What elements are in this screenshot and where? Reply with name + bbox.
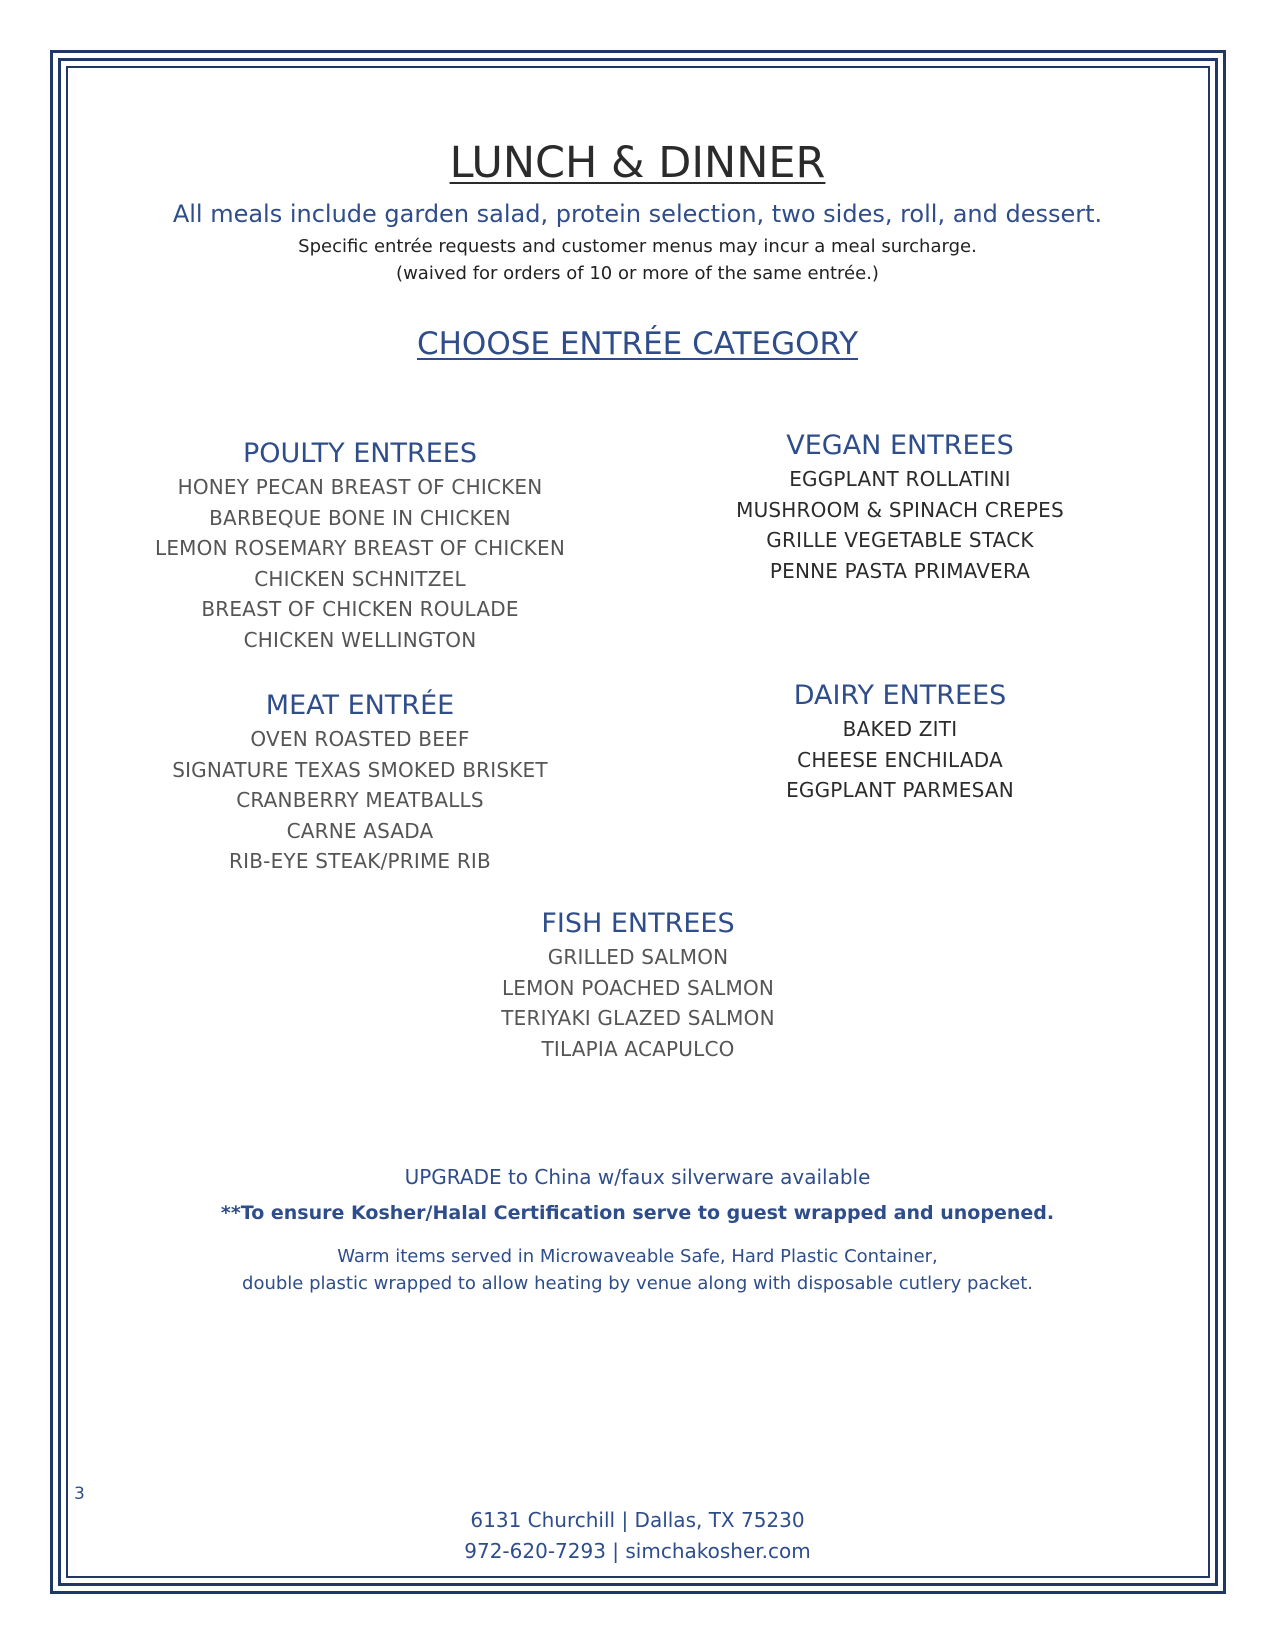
- menu-item: LEMON POACHED SALMON: [501, 975, 775, 1000]
- menu-item: CHICKEN SCHNITZEL: [254, 566, 466, 591]
- menu-item: CHEESE ENCHILADA: [797, 747, 1003, 772]
- poultry-items: [120, 472, 600, 655]
- menu-item: BAKED ZITI: [842, 717, 958, 741]
- menu-item: SIGNATURE TEXAS SMOKED BRISKET: [172, 757, 548, 782]
- choose-category-heading: CHOOSE ENTRÉE CATEGORY: [416, 326, 859, 362]
- menu-item: PENNE PASTA PRIMAVERA: [769, 558, 1031, 583]
- menu-item: OVEN ROASTED BEEF: [250, 727, 470, 751]
- meat-category-title: MEAT ENTRÉE: [265, 690, 455, 721]
- menu-item: BREAST OF CHICKEN ROULADE: [201, 597, 519, 621]
- meat-category: [120, 688, 600, 877]
- kosher-certification-note: **To ensure Kosher/Halal Certification serve to guest wrapped and unopened.: [220, 1202, 1055, 1224]
- fish-category-title: FISH ENTREES: [541, 908, 735, 939]
- menu-item: BARBEQUE BONE IN CHICKEN: [209, 505, 511, 530]
- meat-items: [120, 724, 600, 877]
- fish-items: [398, 942, 878, 1064]
- menu-item: RIB-EYE STEAK/PRIME RIB: [229, 849, 491, 873]
- menu-item: EGGPLANT PARMESAN: [786, 778, 1014, 802]
- menu-item: EGGPLANT ROLLATINI: [789, 467, 1011, 491]
- footer-contact: 972-620-7293 | simchakosher.com: [464, 1539, 811, 1563]
- surcharge-note: Specific entrée requests and customer menus may incur a meal surcharge.: [298, 236, 977, 257]
- vegan-category-title: VEGAN ENTREES: [786, 430, 1014, 461]
- fish-category: [398, 906, 878, 1064]
- vegan-category: [660, 428, 1140, 586]
- dairy-category-title: DAIRY ENTREES: [793, 680, 1007, 711]
- vegan-items: [660, 464, 1140, 586]
- page-number: 3: [74, 1484, 85, 1504]
- upgrade-note: UPGRADE to China w/faux silverware available: [404, 1165, 871, 1189]
- container-note-line2: double plastic wrapped to allow heating by venue along with disposable cutlery packet.: [242, 1273, 1033, 1294]
- waiver-note: (waived for orders of 10 or more of the same entrée.): [396, 263, 879, 284]
- dairy-category: [660, 678, 1140, 806]
- menu-item: GRILLED SALMON: [547, 945, 729, 969]
- page-title: LUNCH & DINNER: [449, 138, 826, 188]
- container-note-line1: Warm items served in Microwaveable Safe, Hard Plastic Container,: [337, 1246, 938, 1267]
- meal-includes-text: All meals include garden salad, protein selection, two sides, roll, and dessert.: [172, 200, 1103, 228]
- footer-address: 6131 Churchill | Dallas, TX 75230: [470, 1508, 805, 1532]
- poultry-category-title: POULTY ENTREES: [243, 438, 477, 469]
- poultry-category: [120, 436, 600, 655]
- menu-item: LEMON ROSEMARY BREAST OF CHICKEN: [155, 536, 565, 560]
- menu-item: CRANBERRY MEATBALLS: [236, 788, 484, 812]
- menu-item: TILAPIA ACAPULCO: [541, 1036, 735, 1061]
- menu-item: MUSHROOM & SPINACH CREPES: [736, 497, 1064, 522]
- menu-item: TERIYAKI GLAZED SALMON: [501, 1006, 775, 1030]
- dairy-items: [660, 714, 1140, 806]
- menu-item: GRILLE VEGETABLE STACK: [766, 528, 1034, 552]
- menu-item: HONEY PECAN BREAST OF CHICKEN: [177, 475, 543, 499]
- menu-item: CHICKEN WELLINGTON: [243, 627, 477, 652]
- menu-item: CARNE ASADA: [286, 818, 434, 843]
